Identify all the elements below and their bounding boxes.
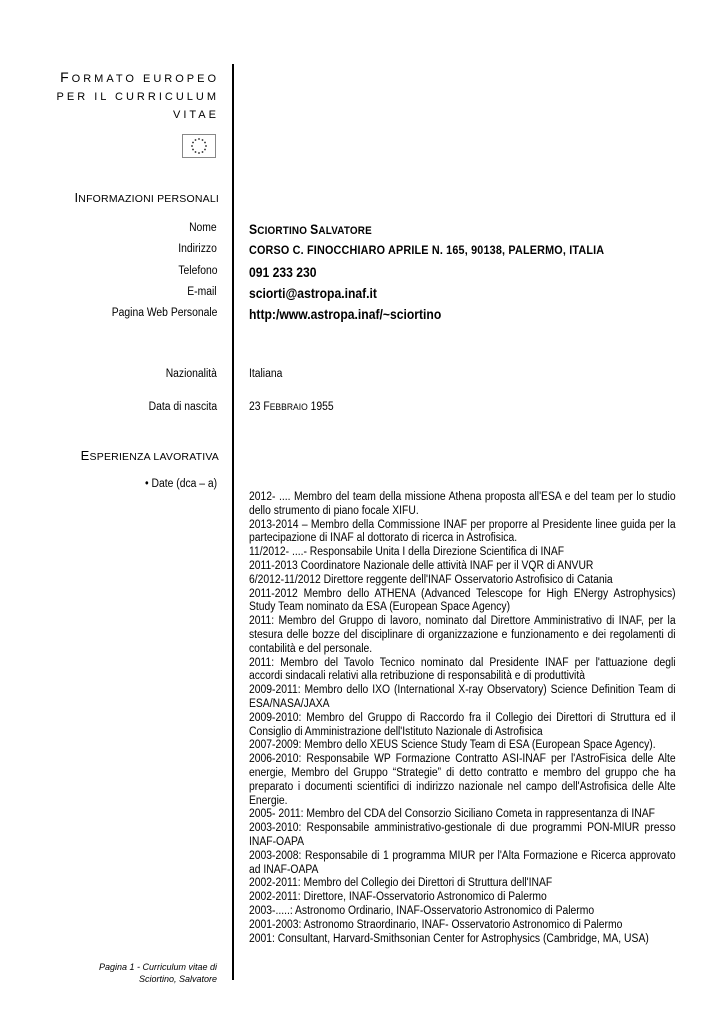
eu-flag-icon	[182, 134, 216, 158]
list-item: 2011-2013 Coordinatore Nazionale delle attività INAF per il VQR di ANVUR	[249, 559, 594, 572]
title-initial: F	[60, 69, 72, 85]
surname-initial: S	[310, 222, 319, 237]
title-line-2: PER IL CURRICULUM	[56, 91, 219, 103]
footer-line-1: Pagina 1 - Curriculum vitae di	[98, 962, 217, 972]
title-line-3: VITAE	[173, 109, 219, 121]
list-item: 11/2012- ....- Responsabile Unita I della Direzione Scientifica di INAF	[249, 546, 565, 559]
footer-line-2: Sciortino, Salvatore	[138, 974, 217, 984]
section-work-experience	[81, 448, 219, 463]
list-item: 2001: Consultant, Harvard-Smithsonian Center for Astrophysics (Cambridge, MA, USA)	[249, 932, 649, 945]
birth-day: 23 F	[249, 401, 270, 413]
phone-label: Telefono	[177, 265, 217, 277]
phone-value: 091 233 230	[249, 265, 317, 280]
dates-label: • Date (dca – a)	[144, 478, 217, 490]
list-item: 2009-2011: Membro dello IXO (International X-ray Observatory) Science Definition Team di ESA/NASA/JAXA	[249, 684, 676, 710]
birth-label: Data di nascita	[148, 401, 217, 413]
list-item: 2002-2011: Direttore, INAF-Osservatorio Astronomico di Palermo	[249, 891, 547, 904]
list-item: 2003-2008: Responsabile di 1 programma MIUR per l'Alta Formazione e Ricerca approvato ad INAF-OAPA	[249, 849, 676, 876]
column-divider	[232, 64, 234, 980]
list-item: 2002-2011: Membro del Collegio dei Direttori di Struttura dell'INAF	[249, 877, 553, 890]
list-item: 2009-2010: Membro del Gruppo di Raccordo fra il Collegio dei Direttori di Struttura ed il Consiglio di Amministrazione dell'Istituto Nazionale di Astrofisica	[249, 711, 676, 738]
list-item: 2006-2010: Responsabile WP Formazione Contratto ASI-INAF per l'AstroFisica delle Alte energie, Membro del Gruppo “Strategie” di detto contratto e membro del gruppo che ha preparato i documenti scientifici di indirizzo nazionale nel campo dell'Astrofisica delle Alte Energie.	[249, 753, 676, 807]
list-item: 2011-2012 Membro dello ATHENA (Advanced Telescope for High ENergy Astrophysics) Study Team nominato da ESA (European Space Agency)	[249, 587, 676, 614]
section-initial: E	[80, 448, 90, 463]
section-title: SPERIENZA LAVORATIVA	[89, 451, 219, 463]
list-item: 2003-2010: Responsabile amministrativo-gestionale di due programmi PON-MIUR presso INAF-OAPA	[249, 822, 676, 848]
email-label: E-mail	[187, 286, 217, 298]
nationality-value: Italiana	[249, 368, 283, 380]
list-item: 2005- 2011: Membro del CDA del Consorzio Siciliano Cometa in rappresentanza di INAF	[249, 808, 655, 821]
section-personal-info	[74, 190, 219, 205]
page-footer	[99, 961, 217, 985]
surname-rest: ALVATORE	[318, 225, 372, 237]
list-item: 2003-.....: Astronomo Ordinario, INAF-Osservatorio Astronomico di Palermo	[249, 904, 595, 917]
web-label: Pagina Web Personale	[111, 307, 217, 319]
birth-month: EBBRAIO	[269, 402, 308, 413]
section-initial: I	[74, 190, 79, 205]
section-title: NFORMAZIONI PERSONALI	[78, 193, 219, 205]
address-text: CORSO C. FINOCCHIARO APRILE N. 165, 90138, PALERMO, ITALIA	[249, 243, 605, 257]
title-line-1: ORMATO EUROPEO	[71, 73, 219, 85]
address-label: Indirizzo	[178, 243, 217, 255]
list-item: 2012- .... Membro del team della missione Athena proposta all'ESA e del team per lo studio dello strumento di piano focale XIFU.	[249, 491, 676, 517]
birth-year: 1955	[307, 401, 334, 413]
list-item: 2013-2014 – Membro della Commissione INAF per proporre al Presidente linee guida per la partecipazione di INAF al dottorato di ricerca in Astrofisica.	[249, 518, 676, 545]
list-item: 2007-2009: Membro dello XEUS Science Study Team di ESA (European Space Agency).	[249, 739, 656, 752]
list-item: 2011: Membro del Tavolo Tecnico nominato dal Presidente INAF per l'attuazione degli accordi sindacali relativi alla retribuzione di responsabilità e di produttività	[249, 656, 676, 683]
name-value	[249, 222, 372, 237]
birth-value	[249, 401, 334, 413]
email-value[interactable]: sciorti@astropa.inaf.it	[249, 286, 377, 301]
document-title	[39, 68, 219, 124]
name-label: Nome	[189, 222, 217, 234]
list-item: 6/2012-11/2012 Direttore reggente dell'INAF Osservatorio Astrofisico di Catania	[249, 573, 613, 586]
list-item: 2001-2003: Astronomo Straordinario, INAF- Osservatorio Astronomico di Palermo	[249, 918, 623, 931]
name-initial: S	[249, 222, 258, 237]
nationality-label: Nazionalità	[165, 368, 217, 380]
web-value[interactable]: http:/www.astropa.inaf/~sciortino	[249, 307, 442, 322]
list-item: 2011: Membro del Gruppo di lavoro, nominato dal Direttore Amministrativo di INAF, per la stesura delle bozze del disciplinare di organizzazione e funzionamento e dei regolamenti di contabilità e del personale.	[249, 615, 676, 655]
name-rest: CIORTINO	[257, 225, 311, 237]
experience-list	[249, 491, 719, 946]
address-value	[249, 243, 604, 257]
